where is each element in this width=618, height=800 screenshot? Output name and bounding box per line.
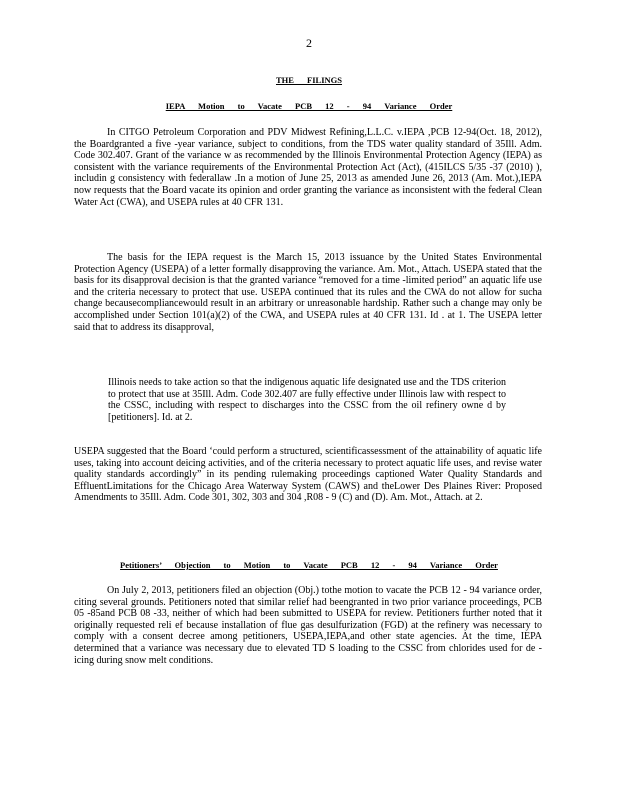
paragraph-usepa-basis: The basis for the IEPA request is the March 15, 2013 issuance by the United States Environmental Protection Agency (USEPA) of a letter formally disapproving the variance. Am. Mot., Attach. USEPA stated that the basis for its disapproval decision is that the granted variance “removed for a time -limited period” an aquatic life use and the criteria necessary to protect that use. USEPA continued that its rules and the CWA do not allow for sucha change becausecompliancewould result in an arbitrary or unreasonable hardship. Rather such a change may only be accomplished under Section 101(a)(2) of the CWA, and USEPA rules at 40 CFR 131. Id . at 1. The USEPA letter said that to address its disapproval, [74,252,542,333]
heading-petitioners-objection [0,560,618,570]
paragraph-citgo-variance: In CITGO Petroleum Corporation and PDV Midwest Refining,L.L.C. v.IEPA ,PCB 12-94(Oct. 18, 2012), the Boardgranted a five -year variance, subject to conditions, from the TDS water quality standard of 35Ill. Adm. Code 302.407. Grant of the variance w as recommended by the Illinois Environmental Protection Agency (IEPA) as consistent with the variance requirements of the Environmental Protection Act (Act), (415ILCS 5/35 -37 (2010) ), includin g consistency with federallaw .In a motion of June 25, 2013 as amended June 26, 2013 (Am. Mot.),IEPA now requests that the Board vacate its opinion and order granting the variance as inconsistent with the federal Clean Water Act (CWA), and USEPA rules at 40 CFR 131. [74,127,542,208]
heading-petitioners-objection-text: Petitioners’ Objection to Motion to Vacate PCB 12 - 94 Variance Order [120,560,498,570]
heading-iepa-motion-text: IEPA Motion to Vacate PCB 12 - 94 Variance Order [165,101,453,111]
paragraph-usepa-suggestion: USEPA suggested that the Board ‘could perform a structured, scientificassessment of the attainability of aquatic life uses, taking into account deicing activities, and of the criteria necessary to protect aquatic life uses, and revise water quality standards accordingly” in its pending rulemaking proceedings captioned Water Quality Standards and EffluentLimitations for the Chicago Area Waterway System (CAWS) and theLower Des Plaines River: Proposed Amendments to 35Ill. Adm. Code 301, 302, 303 and 304 ,R08 - 9 (C) and (D). Am. Mot., Attach. at 2. [74,446,542,504]
heading-the-filings-text: THE FILINGS [275,75,343,85]
heading-iepa-motion [0,101,618,111]
paragraph-petitioners-objection: On July 2, 2013, petitioners filed an objection (Obj.) tothe motion to vacate the PCB 12 - 94 variance order, citing several grounds. Petitioners noted that similar relief had beengranted in two prior variance proceedings, PCB 05 -85and PCB 08 -33, neither of which had been submitted to USEPA for review. Petitioners further noted that it originally requested reli ef because installation of flue gas desulfurization (FGD) at the refinery was necessary to comply with a consent decree among petitioners, USEPA,IEPA,and other state agencies. At the time, IEPA determined that a variance was necessary due to elevated TD S loading to the CSSC from chlorides used for de -icing during snow melt conditions. [74,585,542,666]
heading-the-filings [0,75,618,85]
page-number: 2 [306,36,312,50]
block-quote-usepa-letter: Illinois needs to take action so that the indigenous aquatic life designated use and the TDS criterion to protect that use at 35Ill. Adm. Code 302.407 are fully effective under Illinois law with respect to the CSSC, including with respect to discharges into the CSSC from the oil refinery owne d by [petitioners]. Id. at 2. [108,377,506,423]
